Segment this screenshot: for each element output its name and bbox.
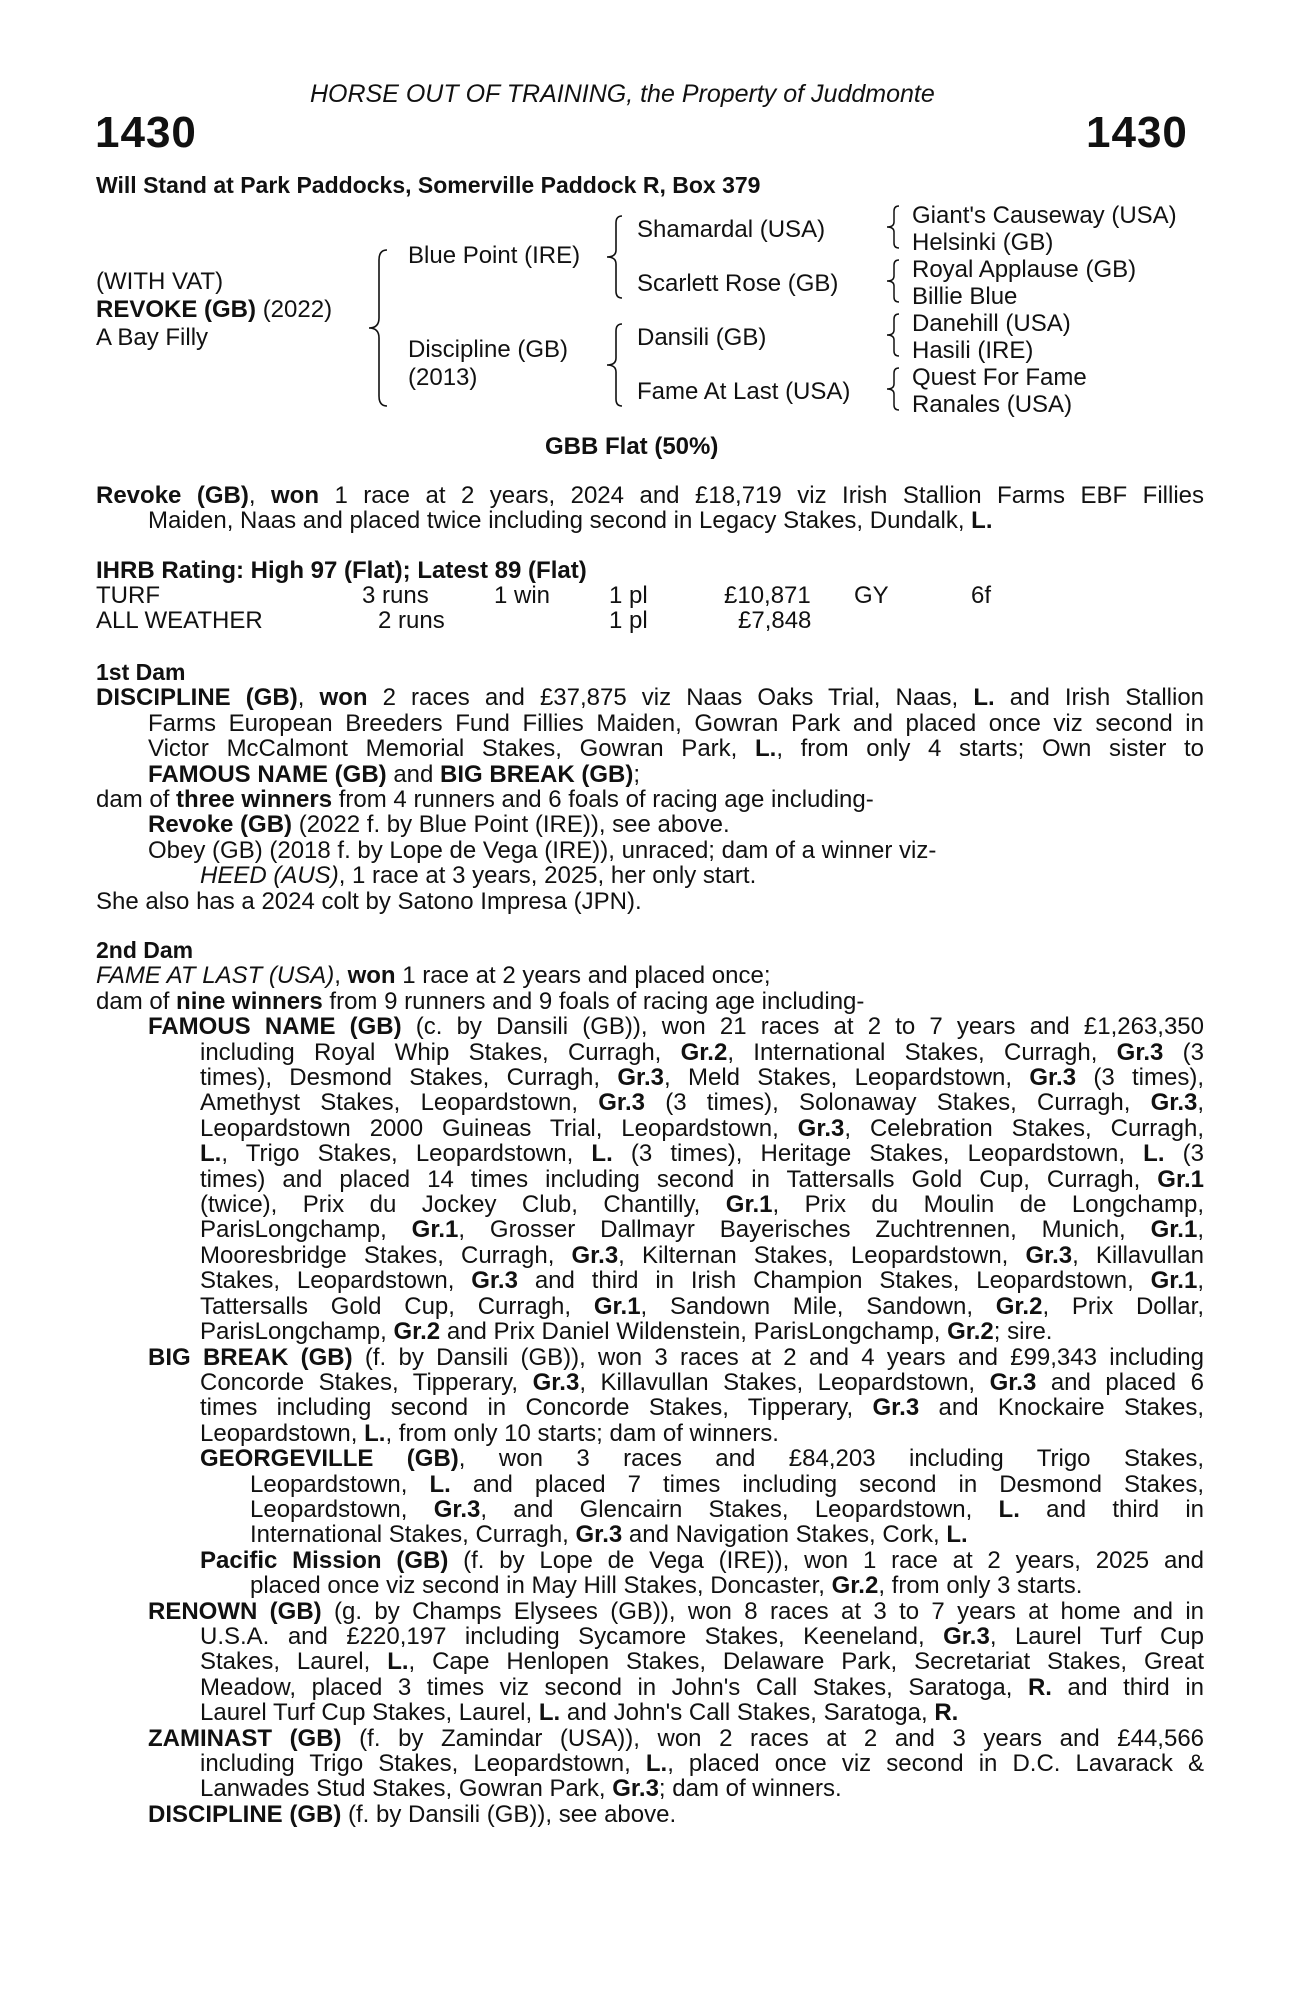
text: , International Stakes, Curragh, xyxy=(727,1038,1117,1066)
text: and John's Call Stakes, Saratoga, xyxy=(560,1699,935,1727)
pedigree-brace-ds xyxy=(884,312,904,358)
pedigree-sire: Blue Point (IRE) xyxy=(408,242,581,269)
text: She also has a 2024 colt by Satono Impresa (JPN). xyxy=(96,887,642,915)
foal-name: RENOWN (GB) xyxy=(148,1597,322,1625)
text: , and Glencairn Stakes, Leopardstown, xyxy=(480,1495,999,1523)
text: , Trigo Stakes, Leopardstown, xyxy=(221,1140,592,1168)
text: Meadow, placed 3 times viz second in John's Call Stakes, Saratoga, xyxy=(200,1673,1028,1701)
text: , Kilternan Stakes, Leopardstown, xyxy=(618,1241,1026,1269)
race-grade: Gr.3 xyxy=(598,1089,645,1117)
race-grade: L. xyxy=(364,1419,386,1447)
text-line xyxy=(96,1294,1204,1319)
rating-row-going: GY xyxy=(854,582,889,609)
text-line xyxy=(96,1065,1204,1090)
race-grade: Gr.3 xyxy=(617,1064,665,1092)
text-line xyxy=(96,1395,1204,1420)
text-line xyxy=(96,1090,1204,1115)
rating-table xyxy=(0,583,1315,643)
listed: L. xyxy=(973,684,995,712)
text-line xyxy=(96,1497,1204,1522)
text: International Stakes, Curragh, xyxy=(250,1521,576,1549)
race-grade: Gr.3 xyxy=(1150,1089,1198,1117)
gbb-label: GBB Flat (50%) xyxy=(545,433,719,460)
race-grade: Gr.1 xyxy=(1150,1267,1198,1295)
text: Mooresbridge Stakes, Curragh, xyxy=(200,1241,572,1269)
text: , Sandown Mile, Sandown, xyxy=(640,1292,996,1320)
text-line xyxy=(96,1421,1204,1446)
progeny-entry: Obey (GB) (2018 f. by Lope de Vega (IRE)), unraced; dam of a winner viz- xyxy=(148,836,937,864)
horse-description: A Bay Filly xyxy=(96,324,209,351)
race-grade: Gr.1 xyxy=(1150,1216,1198,1244)
text: and xyxy=(393,760,434,788)
rating-row-wins: 1 win xyxy=(494,582,551,609)
race-grade: Gr.3 xyxy=(989,1368,1037,1396)
text: (twice), Prix du Jockey Club, Chantilly, xyxy=(200,1191,726,1219)
text-line xyxy=(96,1116,1204,1141)
text: U.S.A. and £220,197 including Sycamore Stakes, Keeneland, xyxy=(200,1622,944,1650)
first-dam-name: DISCIPLINE (GB) xyxy=(96,684,298,712)
progeny-name: HEED (AUS) xyxy=(200,862,339,890)
text: (c. by Dansili (GB)), won 21 races at 2 to 7 years and £1,263,350 xyxy=(415,1013,1204,1041)
race-grade: L. xyxy=(1143,1140,1165,1168)
foal-name: Pacific Mission (GB) xyxy=(200,1546,449,1574)
sister-name: BIG BREAK (GB) xyxy=(440,760,634,788)
text: times) and placed 14 times including second in Tattersalls Gold Cup, Curragh, xyxy=(200,1165,1158,1193)
text: from 9 runners and 9 foals of racing age including- xyxy=(329,987,865,1015)
race-grade: L. xyxy=(387,1648,409,1676)
race-grade: L. xyxy=(645,1750,668,1777)
winners-count: nine winners xyxy=(176,987,323,1015)
race-grade: Gr.3 xyxy=(872,1394,920,1422)
race-grade: Gr.3 xyxy=(1025,1241,1073,1269)
pedigree-brace-dd xyxy=(884,366,904,412)
text: including Trigo Stakes, Leopardstown, xyxy=(200,1750,646,1777)
rating-row-runs: 3 runs xyxy=(362,582,429,609)
listed: L. xyxy=(754,735,777,763)
foal-renown xyxy=(96,1599,1204,1624)
text: , won 3 races and £84,203 including Trigo Stakes, xyxy=(458,1445,1205,1473)
pedigree-ddd: Ranales (USA) xyxy=(912,391,1073,418)
race-grade: Gr.2 xyxy=(995,1292,1043,1320)
text: Leopardstown, xyxy=(250,1470,430,1498)
text: , from only 10 starts; dam of winners. xyxy=(385,1419,779,1447)
text-line xyxy=(96,1319,1204,1344)
summary-won: won xyxy=(271,482,319,509)
text: Tattersalls Gold Cup, Curragh, xyxy=(200,1292,594,1320)
text: and third in xyxy=(1019,1495,1205,1523)
pedigree-sss: Giant's Causeway (USA) xyxy=(912,202,1177,229)
pedigree-dss: Danehill (USA) xyxy=(912,310,1071,337)
text: ParisLongchamp, xyxy=(200,1216,412,1244)
text: , Prix du Moulin de Longchamp, xyxy=(772,1191,1205,1219)
horse-name: REVOKE (GB) xyxy=(96,296,257,323)
pedigree-dsd: Hasili (IRE) xyxy=(912,337,1034,364)
race-grade: L. xyxy=(946,1521,968,1549)
rating-row-amount: £10,871 xyxy=(724,582,811,609)
rating-row-surface: ALL WEATHER xyxy=(96,607,263,634)
pedigree-dds: Quest For Fame xyxy=(912,364,1087,391)
pedigree-dam: Discipline (GB) xyxy=(408,336,569,363)
race-grade: Gr.1 xyxy=(725,1191,773,1219)
race-grade: R. xyxy=(1027,1673,1052,1701)
text: (f. by Lope de Vega (IRE)), won 1 race at 2 years, 2025 and xyxy=(463,1546,1204,1574)
text-line xyxy=(96,1573,1204,1598)
foal-discipline xyxy=(96,1802,1204,1827)
text: (f. by Zamindar (USA)), won 2 races at 2 and 3 years and £44,566 xyxy=(359,1724,1205,1752)
text-line xyxy=(96,1243,1204,1268)
text: , 1 race at 3 years, 2025, her only start. xyxy=(338,862,757,890)
text: times including second in Concorde Stakes, Tipperary, xyxy=(200,1394,873,1422)
race-grade: Gr.3 xyxy=(471,1267,518,1295)
foal-name: DISCIPLINE (GB) xyxy=(148,1800,342,1828)
text: Concorde Stakes, Tipperary, xyxy=(200,1368,533,1396)
text-line xyxy=(96,1141,1204,1166)
text: (3 xyxy=(1163,1038,1204,1066)
text: , Killavullan Stakes, Leopardstown, xyxy=(579,1368,990,1396)
pedigree-dam-dam: Fame At Last (USA) xyxy=(637,378,851,405)
text: Stakes, Laurel, xyxy=(200,1648,388,1676)
race-grade: L. xyxy=(538,1699,561,1727)
progeny-name: Revoke (GB) xyxy=(148,811,293,839)
text: dam of xyxy=(96,987,170,1015)
text: (f. by Dansili (GB)), see above. xyxy=(348,1800,677,1828)
text-line xyxy=(96,1370,1204,1395)
race-grade: Gr.1 xyxy=(1157,1165,1204,1193)
text: Lanwades Stud Stakes, Gowran Park, xyxy=(200,1775,613,1803)
race-summary: Revoke (GB), won 1 race at 2 years, 2024 and £18,719 viz Irish Stallion Farms EBF Fillies Maiden, Naas and placed twice including second in Legacy Stakes, Dundalk, L. xyxy=(96,482,1204,535)
text-line xyxy=(96,1776,1204,1801)
won-label: won xyxy=(319,684,368,712)
foal-name: GEORGEVILLE (GB) xyxy=(200,1445,459,1473)
text-line xyxy=(96,1675,1204,1700)
text: Leopardstown 2000 Guineas Trial, Leopardstown, xyxy=(200,1114,798,1142)
text: and third in Irish Champion Stakes, Leopardstown, xyxy=(517,1267,1151,1295)
text-line xyxy=(96,1700,1204,1725)
text: , from only 4 starts; Own sister to xyxy=(776,735,1204,763)
first-dam-heading: 1st Dam xyxy=(96,659,186,685)
race-grade: Gr.1 xyxy=(593,1292,641,1320)
race-grade: Gr.3 xyxy=(1116,1038,1164,1066)
lot-number-left: 1430 xyxy=(95,108,197,157)
text: , Cape Henlopen Stakes, Delaware Park, Secretariat Stakes, Great xyxy=(408,1648,1204,1676)
foal-georgeville xyxy=(96,1446,1204,1471)
stand-location: Will Stand at Park Paddocks, Somerville Paddock R, Box 379 xyxy=(96,172,761,198)
pedigree-sds: Royal Applause (GB) xyxy=(912,256,1137,283)
race-grade: Gr.3 xyxy=(797,1114,845,1142)
pedigree-brace-main xyxy=(365,248,395,408)
summary-horse-name: Revoke (GB) xyxy=(96,482,249,509)
pedigree-sdd: Billie Blue xyxy=(912,283,1018,310)
foal-name: BIG BREAK (GB) xyxy=(148,1343,353,1371)
text: and Knockaire Stakes, xyxy=(919,1394,1204,1422)
ihrb-rating: IHRB Rating: High 97 (Flat); Latest 89 (Flat) xyxy=(96,557,587,584)
rating-row-placed: 1 pl xyxy=(609,582,648,609)
text: , xyxy=(1197,1089,1205,1117)
text: times), Desmond Stakes, Curragh, xyxy=(200,1064,618,1092)
text: (3 xyxy=(1164,1140,1204,1168)
text-line xyxy=(96,1624,1204,1649)
pedigree-dam-sire: Dansili (GB) xyxy=(637,324,767,351)
text: (g. by Champs Elysees (GB)), won 8 races at 3 to 7 years at home and in xyxy=(334,1597,1205,1625)
text-line xyxy=(96,1522,1204,1547)
race-grade: Gr.3 xyxy=(943,1622,990,1650)
text-line xyxy=(96,1167,1204,1192)
rating-row-placed: 1 pl xyxy=(609,607,648,634)
race-grade: Gr.3 xyxy=(571,1241,619,1269)
pedigree-brace-dam xyxy=(604,322,628,408)
race-grade: Gr.3 xyxy=(532,1368,580,1396)
text: and third in xyxy=(1051,1673,1204,1701)
text: Stakes, Leopardstown, xyxy=(200,1267,472,1295)
text: , xyxy=(1197,1216,1204,1244)
race-grade: L. xyxy=(200,1140,222,1168)
text: , Celebration Stakes, Curragh, xyxy=(844,1114,1204,1142)
sister-name: FAMOUS NAME (GB) xyxy=(148,760,387,788)
text: ; dam of winners. xyxy=(658,1775,842,1803)
text: (f. by Dansili (GB)), won 3 races at 2 and 4 years and £99,343 including xyxy=(364,1343,1205,1371)
text: Leopardstown, xyxy=(200,1419,365,1447)
foal-zaminast xyxy=(96,1726,1204,1751)
foal-famous-name xyxy=(96,1014,1204,1039)
foal-name: FAMOUS NAME (GB) xyxy=(148,1013,402,1041)
text: (3 times), Heritage Stakes, Leopardstown, xyxy=(612,1140,1144,1168)
text: and Irish Stallion xyxy=(1009,684,1205,712)
rating-row-surface: TURF xyxy=(96,582,160,609)
second-dam-section: 2nd Dam FAME AT LAST (USA), won 1 race at 2 years and placed once; dam of nine winners from 9 runners and 9 foals of racing age including- FAMOUS NAME (GB) (c. by Dansili (GB)), won 21 races at 2 to 7 years and £1,263,350 including Royal Whip Stakes, Curragh, Gr.2, International Stakes, Curragh, Gr.3 (3 times), Desmond Stakes, Curragh, Gr.3, Meld Stakes, Leopardstown, Gr.3 (3 times), Amethyst Stakes, Leopardstown, Gr.3 (3 times), Solonaway Stakes, Curragh, Gr.3, Leopardstown 2000 Guineas Trial, Leopardstown, Gr.3, Celebration Stakes, Curragh, L., Trigo Stakes, Leopardstown, L. (3 times), Heritage Stakes, Leopardstown, L. (3 times) and placed 14 times including second in Tattersalls Gold Cup, Curragh, Gr.1 (twice), Prix du Jockey Club, Chantilly, Gr.1, Prix du Moulin de Longchamp, ParisLongchamp, Gr.1, Grosser Dallmayr Bayerisches Zuchtrennen, Munich, Gr.1, Mooresbridge Stakes, Curragh, Gr.3, Kilternan Stakes, Leopardstown, Gr.3, Killavullan Stakes, Leopardstown, Gr.3 and third in Irish Champion Stakes, Leopardstown, Gr.1, Tattersalls Gold Cup, Curragh, Gr.1, Sandown Mile, Sandown, Gr.2, Prix Dollar, ParisLongchamp, Gr.2 and Prix Daniel Wildenstein, ParisLongchamp, Gr.2; sire. BIG BREAK (GB) (f. by Dansili (GB)), won 3 races at 2 and 4 years and £99,343 including Concorde Stakes, Tipperary, Gr.3, Killavullan Stakes, Leopardstown, Gr.3 and placed 6 times including second in Concorde Stakes, Tipperary, Gr.3 and Knockaire Stakes, Leopardstown, L., from only 10 starts; dam of winners. GEORGEVILLE (GB), won 3 races and £84,203 including Trigo Stakes, Leopardstown, L. and placed 7 times including second in Desmond Stakes, Leopardstown, Gr.3, and Glencairn Stakes, Leopardstown, L. and third in International Stakes, Curragh, Gr.3 and Navigation Stakes, Cork, L. Pacific Mission (GB) (f. by Lope de Vega (IRE)), won 1 race at 2 years, 2025 and placed once viz second in May Hill Stakes, Doncaster, Gr.2, from only 3 starts. RENOWN (GB) (g. by Champs Elysees (GB)), won 8 races at 3 to 7 years at home and in U.S.A. and £220,197 including Sycamore Stakes, Keeneland, Gr.3, Laurel Turf Cup Stakes, Laurel, L., Cape Henlopen Stakes, Delaware Park, Secretariat Stakes, Great Meadow, placed 3 times viz second in John's Call Stakes, Saratoga, R. and third in Laurel Turf Cup Stakes, Laurel, L. and John's Call Stakes, Saratoga, R. ZAMINAST (GB) (f. by Zamindar (USA)), won 2 races at 2 and 3 years and £44,566 including Trigo Stakes, Leopardstown, L., placed once viz second in D.C. Lavarack & Lanwades Stud Stakes, Gowran Park, Gr.3; dam of winners. DISCIPLINE (GB) (f. by Dansili (GB)), see above. xyxy=(96,937,1205,1828)
text: ParisLongchamp, xyxy=(200,1318,394,1346)
race-grade: Gr.3 xyxy=(612,1775,659,1803)
pedigree-dam-year: (2013) xyxy=(408,364,478,391)
text-line xyxy=(96,1040,1204,1065)
text: ; xyxy=(633,760,641,788)
text: and placed 7 times including second in Desmond Stakes, xyxy=(450,1470,1204,1498)
race-grade: Gr.3 xyxy=(575,1521,623,1549)
subtitle: HORSE OUT OF TRAINING, the Property of Juddmonte xyxy=(310,80,935,108)
text-line xyxy=(96,1472,1204,1497)
race-grade: Gr.3 xyxy=(433,1495,481,1523)
text: , Grosser Dallmayr Bayerisches Zuchtrennen, Munich, xyxy=(458,1216,1151,1244)
text: ; sire. xyxy=(993,1318,1053,1346)
pedigree-ssd: Helsinki (GB) xyxy=(912,229,1054,256)
text-line xyxy=(96,1217,1204,1242)
race-grade: R. xyxy=(934,1699,959,1727)
text: including Royal Whip Stakes, Curragh, xyxy=(200,1038,681,1066)
text: , from only 3 starts. xyxy=(878,1572,1083,1600)
text: , Laurel Turf Cup xyxy=(989,1622,1205,1650)
text-line xyxy=(96,1751,1204,1776)
summary-listed: L. xyxy=(971,507,993,535)
lot-number-right: 1430 xyxy=(1086,108,1188,157)
second-dam-heading: 2nd Dam xyxy=(96,937,194,963)
text: 2 races and £37,875 viz Naas Oaks Trial, Naas, xyxy=(382,684,959,712)
race-grade: L. xyxy=(591,1140,613,1168)
pedigree-sire-sire: Shamardal (USA) xyxy=(637,216,826,243)
summary-text-1: 1 race at 2 years, 2024 and £18,719 viz Irish Stallion Farms EBF Fillies xyxy=(334,482,1204,509)
rating-row-runs: 2 runs xyxy=(378,607,445,634)
won-label: won xyxy=(347,962,396,990)
race-grade: Gr.2 xyxy=(947,1318,994,1346)
text: Leopardstown, xyxy=(250,1495,434,1523)
horse-title xyxy=(96,296,332,324)
rating-row-distance: 6f xyxy=(971,582,992,609)
text: and placed 6 xyxy=(1036,1368,1204,1396)
text: Victor McCalmont Memorial Stakes, Gowran Park, xyxy=(148,735,738,763)
horse-year: (2022) xyxy=(262,296,333,323)
text: , Prix Dollar, xyxy=(1042,1292,1204,1320)
text: (3 times), Solonaway Stakes, Curragh, xyxy=(644,1089,1151,1117)
text: dam of xyxy=(96,786,170,814)
pedigree-brace-sd xyxy=(884,258,904,304)
foal-pacific-mission xyxy=(96,1548,1204,1573)
text-line xyxy=(96,1649,1204,1674)
foal-name: ZAMINAST (GB) xyxy=(148,1724,342,1752)
text: , xyxy=(1197,1267,1204,1295)
text: , Killavullan xyxy=(1072,1241,1204,1269)
text-line xyxy=(96,1192,1204,1217)
second-dam-name: FAME AT LAST (USA) xyxy=(96,962,335,990)
rating-row-amount: £7,848 xyxy=(738,607,812,634)
race-grade: Gr.2 xyxy=(393,1318,441,1346)
race-grade: Gr.1 xyxy=(411,1216,459,1244)
pedigree-brace-ss xyxy=(884,204,904,250)
text: 1 race at 2 years and placed once; xyxy=(402,962,771,990)
text: , Meld Stakes, Leopardstown, xyxy=(664,1064,1030,1092)
text: (2022 f. by Blue Point (IRE)), see above. xyxy=(298,811,730,839)
text: , placed once viz second in D.C. Lavarack & xyxy=(667,1750,1204,1777)
race-grade: L. xyxy=(429,1470,451,1498)
text: from 4 runners and 6 foals of racing age including- xyxy=(338,786,874,814)
text: and Navigation Stakes, Cork, xyxy=(622,1521,947,1549)
text: Laurel Turf Cup Stakes, Laurel, xyxy=(200,1699,539,1727)
summary-text-2: Maiden, Naas and placed twice including second in Legacy Stakes, Dundalk, xyxy=(148,507,965,535)
first-dam-section: 1st Dam DISCIPLINE (GB), won 2 races and £37,875 viz Naas Oaks Trial, Naas, L. and Irish Stallion Farms European Breeders Fund Fillies Maiden, Gowran Park and placed once viz second in Victor McCalmont Memorial Stakes, Gowran Park, L., from only 4 starts; Own sister to FAMOUS NAME (GB) and BIG BREAK (GB); dam of three winners from 4 runners and 6 foals of racing age including- Revoke (GB) (2022 f. by Blue Point (IRE)), see above. Obey (GB) (2018 f. by Lope de Vega (IRE)), unraced; dam of a winner viz- HEED (AUS), 1 race at 3 years, 2025, her only start. She also has a 2024 colt by Satono Impresa (JPN). xyxy=(96,659,1205,915)
race-grade: Gr.3 xyxy=(1029,1064,1077,1092)
text-line xyxy=(96,1268,1204,1293)
winners-count: three winners xyxy=(176,786,333,814)
text: and Prix Daniel Wildenstein, ParisLongchamp, xyxy=(440,1318,948,1346)
vat-note: (WITH VAT) xyxy=(96,268,224,295)
race-grade: Gr.2 xyxy=(831,1572,879,1600)
pedigree-brace-sire xyxy=(604,214,628,300)
race-grade: L. xyxy=(998,1495,1020,1523)
text: Farms European Breeders Fund Fillies Maiden, Gowran Park and placed once viz second in xyxy=(148,709,1204,737)
pedigree-sire-dam: Scarlett Rose (GB) xyxy=(637,270,839,297)
text: placed once viz second in May Hill Stakes, Doncaster, xyxy=(250,1572,832,1600)
text: Amethyst Stakes, Leopardstown, xyxy=(200,1089,599,1117)
text: (3 times), xyxy=(1076,1064,1204,1092)
race-grade: Gr.2 xyxy=(680,1038,728,1066)
foal-big-break xyxy=(96,1345,1204,1370)
